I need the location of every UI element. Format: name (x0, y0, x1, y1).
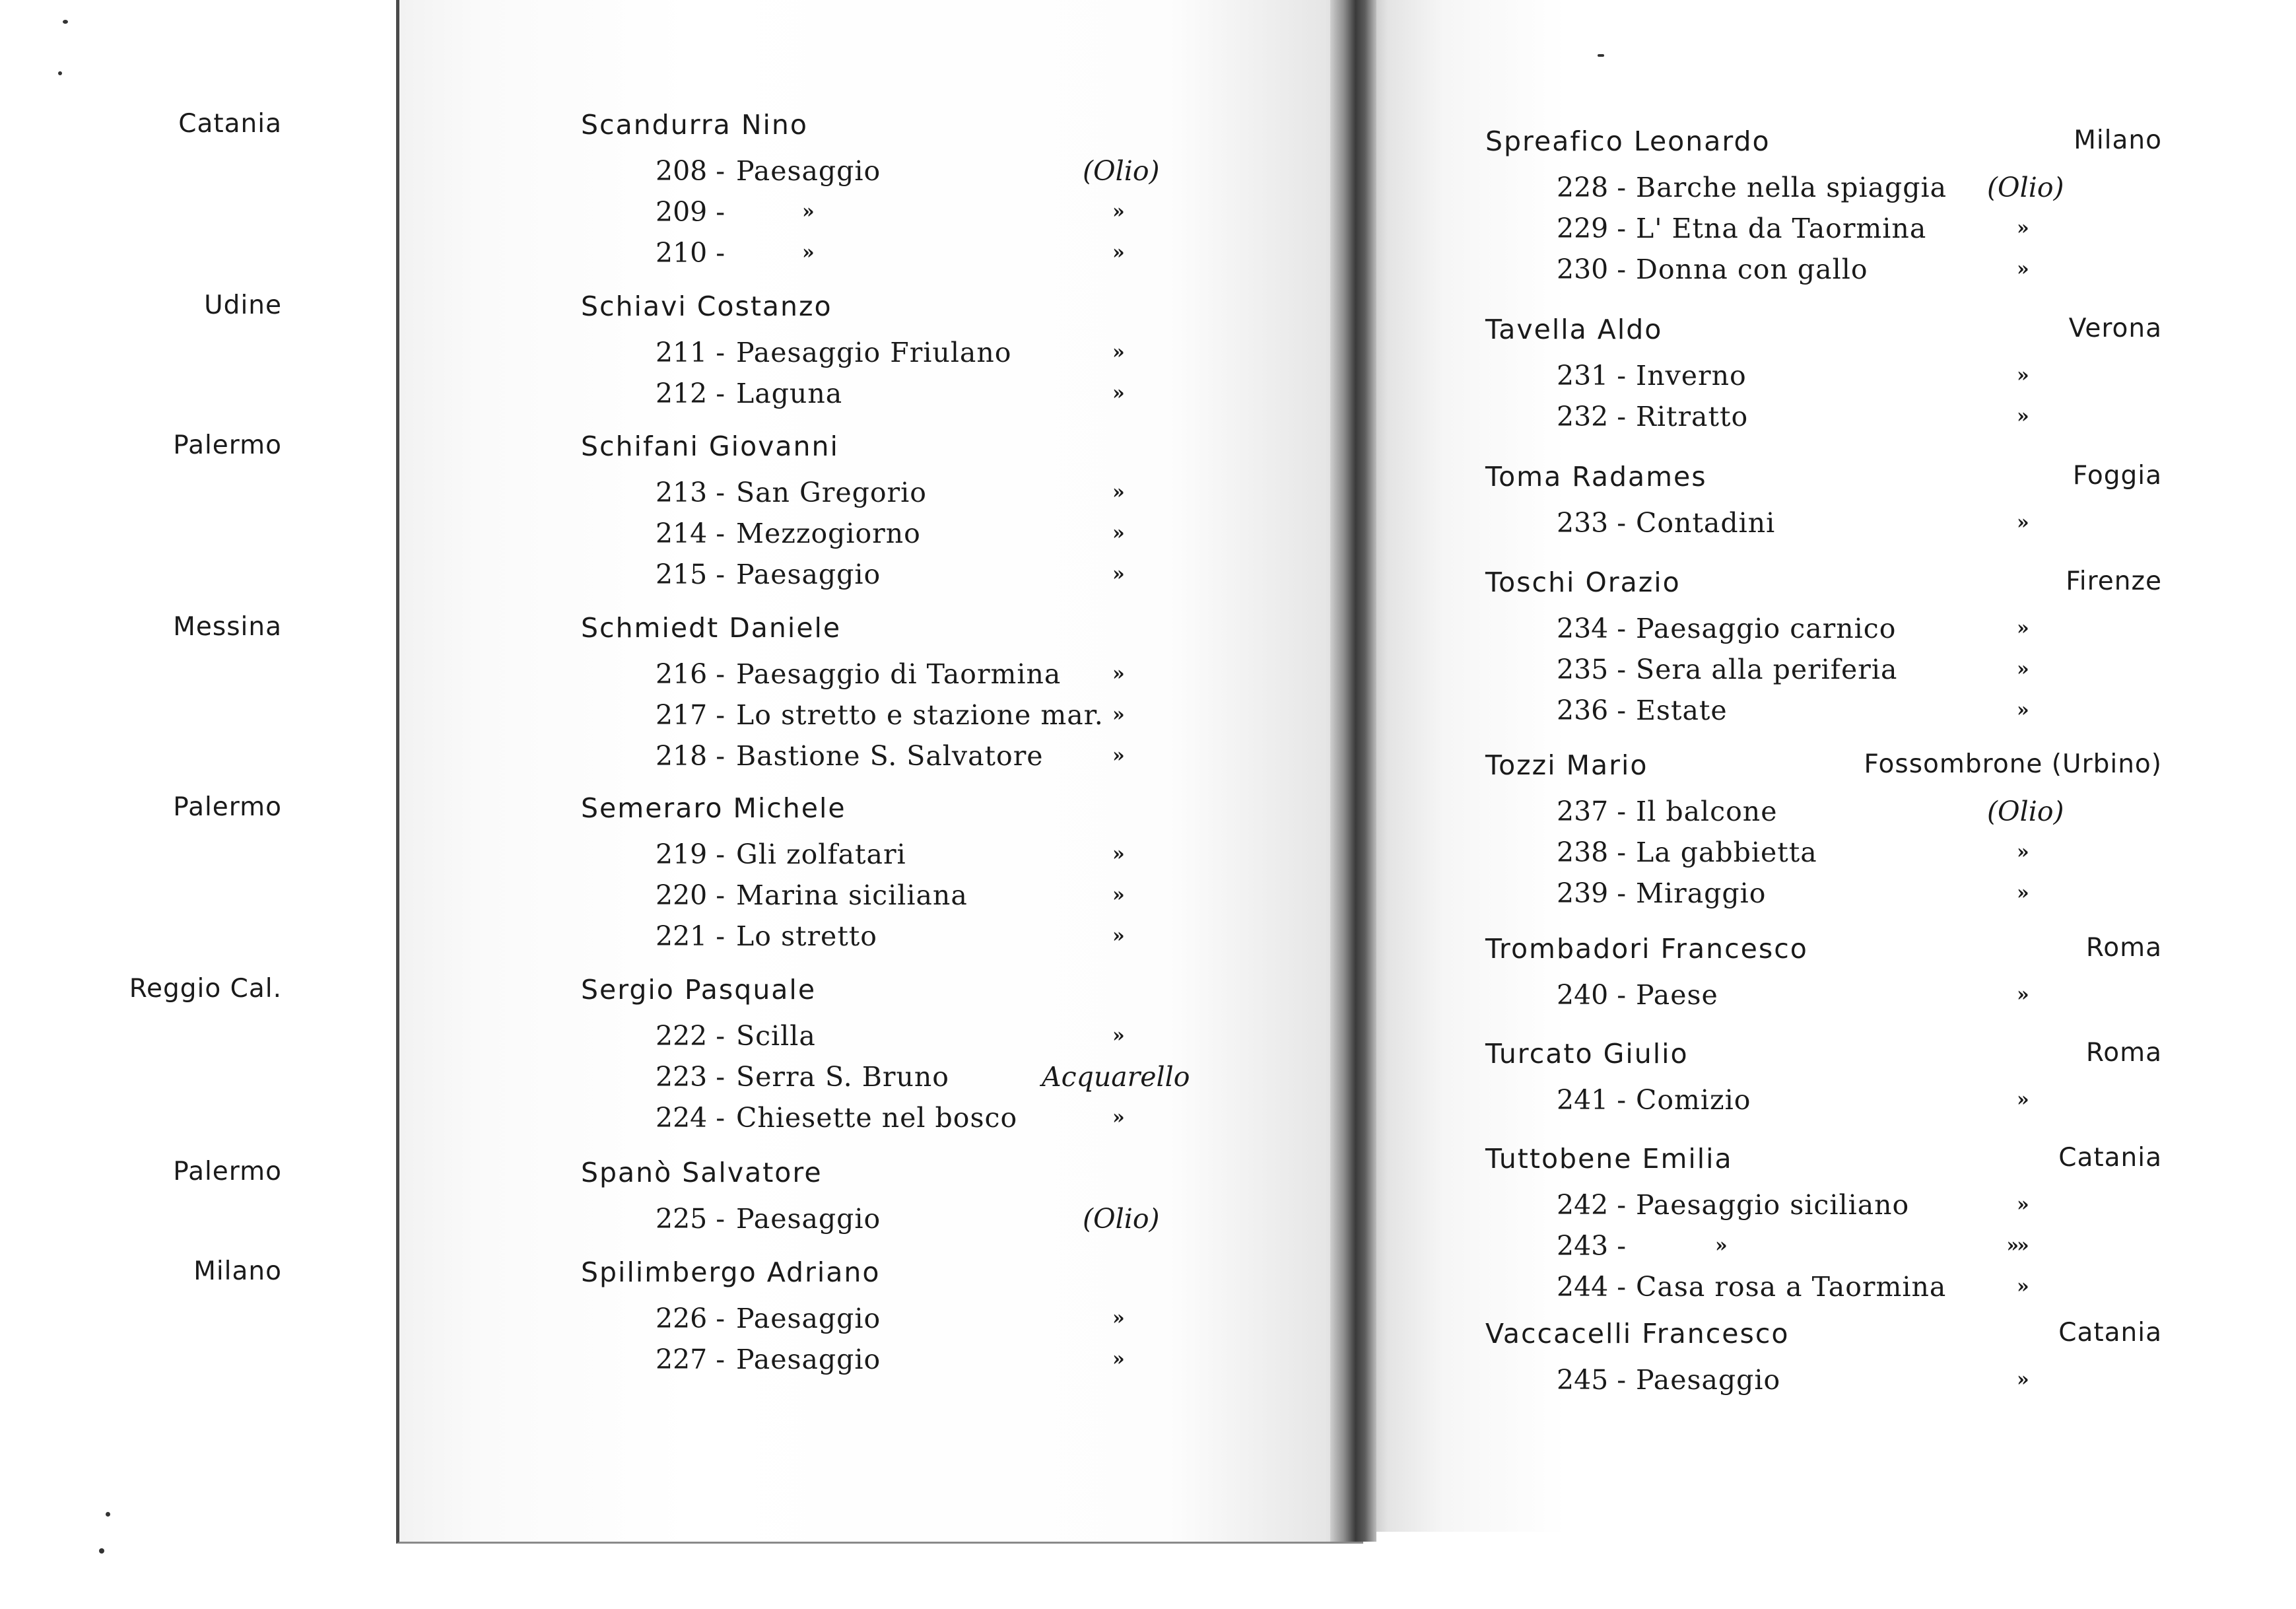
technique-ditto-mark: » (1112, 382, 1125, 405)
artist-name: Vaccacelli Francesco (1485, 1318, 1790, 1350)
technique-ditto-mark: » (2017, 257, 2029, 281)
artist-city: Milano (2074, 125, 2162, 155)
technique-ditto-mark: » (2017, 1234, 2029, 1257)
catalog-number: 241 - (1557, 1084, 1627, 1116)
artwork-title: Serra S. Bruno (736, 1061, 949, 1093)
artwork-title: Marina siciliana (736, 879, 968, 911)
technique-ditto-mark: » (1112, 1348, 1125, 1371)
technique-ditto-mark: » (2017, 405, 2029, 428)
catalog-number: 231 - (1557, 360, 1627, 392)
artwork-title: La gabbietta (1636, 837, 1817, 868)
artwork-technique: Acquarello (1042, 1061, 1190, 1093)
catalog-number: 222 - (656, 1020, 726, 1052)
catalog-number: 234 - (1557, 613, 1627, 644)
catalog-number: 236 - (1557, 695, 1627, 726)
catalog-number: 243 - (1557, 1230, 1627, 1262)
technique-ditto-mark: » (2017, 658, 2029, 681)
technique-ditto-mark: » (2017, 840, 2029, 864)
catalog-number: 209 - (656, 196, 726, 228)
catalog-number: 242 - (1557, 1189, 1627, 1221)
catalog-number: 226 - (656, 1303, 726, 1334)
catalog-number: 227 - (656, 1344, 726, 1375)
technique-ditto-mark: » (2017, 1193, 2029, 1216)
catalog-number: 228 - (1557, 172, 1627, 203)
artwork-technique: (Olio) (1987, 796, 2064, 827)
scan-speck (1598, 54, 1604, 57)
technique-ditto-mark: » (1112, 924, 1125, 947)
catalog-number: 232 - (1557, 401, 1627, 432)
catalog-number: 215 - (656, 559, 726, 590)
artwork-title: Gli zolfatari (736, 839, 906, 870)
artwork-title: Paesaggio Friulano (736, 337, 1012, 368)
catalog-number: 211 - (656, 337, 726, 368)
artist-name: Schiavi Costanzo (581, 291, 832, 322)
technique-ditto-mark: » (1112, 1106, 1125, 1129)
artwork-title: Inverno (1636, 360, 1747, 392)
artwork-title: Ritratto (1636, 401, 1749, 432)
technique-ditto-mark: » (1112, 662, 1125, 685)
scan-speck (99, 1548, 104, 1554)
technique-ditto-mark: » (2017, 511, 2029, 534)
catalog-number: 224 - (656, 1102, 726, 1134)
artist-name: Toma Radames (1485, 461, 1707, 493)
artist-name: Toschi Orazio (1485, 566, 1681, 598)
artwork-technique: (Olio) (1083, 1203, 1160, 1235)
ditto-mark: » » (1715, 1234, 2019, 1257)
catalog-number: 214 - (656, 518, 726, 549)
artwork-title: Paesaggio siciliano (1636, 1189, 1910, 1221)
artwork-title: Sera alla periferia (1636, 654, 1898, 685)
technique-ditto-mark: » (1112, 703, 1125, 726)
catalog-number: 240 - (1557, 979, 1627, 1011)
artwork-technique: (Olio) (1083, 155, 1160, 187)
technique-ditto-mark: » (2017, 1275, 2029, 1298)
artist-city: Verona (2068, 314, 2162, 343)
catalog-number: 245 - (1557, 1364, 1627, 1396)
technique-ditto-mark: » (1112, 341, 1125, 364)
book-gutter-shadow (1330, 0, 1376, 1542)
scan-speck (63, 20, 68, 24)
catalog-number: 210 - (656, 237, 726, 269)
artist-name: Tavella Aldo (1485, 314, 1663, 345)
catalog-number: 239 - (1557, 877, 1627, 909)
artist-name: Scandurra Nino (581, 109, 808, 141)
ditto-mark: » (802, 200, 815, 223)
technique-ditto-mark: » (2017, 617, 2029, 640)
artwork-title: Bastione S. Salvatore (736, 740, 1044, 772)
artist-name: Schmiedt Daniele (581, 612, 842, 644)
artwork-title: Paesaggio (736, 1303, 881, 1334)
artwork-title: Paese (1636, 979, 1718, 1011)
catalog-number: 212 - (656, 378, 726, 409)
artwork-title: Paesaggio di Taormina (736, 658, 1062, 690)
technique-ditto-mark: » (1112, 241, 1125, 264)
artist-city: Roma (2085, 933, 2162, 963)
technique-ditto-mark: » (1112, 842, 1125, 866)
catalog-number: 223 - (656, 1061, 726, 1093)
artwork-title: Paesaggio (736, 1203, 881, 1235)
artist-city: Udine (204, 291, 282, 320)
catalog-number: 235 - (1557, 654, 1627, 685)
artist-city: Catania (2058, 1143, 2162, 1173)
catalog-number: 233 - (1557, 507, 1627, 539)
artist-name: Sergio Pasquale (581, 974, 817, 1006)
technique-ditto-mark: » (2017, 1368, 2029, 1391)
artist-city: Reggio Cal. (129, 974, 282, 1004)
artwork-title: Donna con gallo (1636, 254, 1868, 285)
technique-ditto-mark: » (1112, 744, 1125, 767)
artist-city: Palermo (173, 430, 282, 460)
scan-speck (58, 71, 62, 75)
catalog-number: 229 - (1557, 213, 1627, 244)
artwork-title: Paesaggio (1636, 1364, 1781, 1396)
technique-ditto-mark: » (1112, 1307, 1125, 1330)
artwork-title: Scilla (736, 1020, 816, 1052)
artist-city: Palermo (173, 1157, 282, 1186)
technique-ditto-mark: » (1112, 522, 1125, 545)
technique-ditto-mark: » (2017, 983, 2029, 1006)
catalog-number: 238 - (1557, 837, 1627, 868)
artwork-title: Paesaggio (736, 559, 881, 590)
artwork-title: Comizio (1636, 1084, 1751, 1116)
artist-city: Catania (2058, 1318, 2162, 1348)
catalog-number: 216 - (656, 658, 726, 690)
artist-city: Catania (178, 109, 282, 139)
artwork-technique: (Olio) (1987, 172, 2064, 203)
artist-city: Fossombrone (Urbino) (1864, 749, 2162, 779)
technique-ditto-mark: » (2017, 217, 2029, 240)
catalog-number: 218 - (656, 740, 726, 772)
artist-name: Spanò Salvatore (581, 1157, 823, 1188)
catalog-number: 213 - (656, 477, 726, 508)
artist-city: Foggia (2072, 461, 2162, 491)
artist-city: Messina (173, 612, 282, 642)
artwork-title: Laguna (736, 378, 843, 409)
catalog-number: 244 - (1557, 1271, 1627, 1303)
artwork-title: Contadini (1636, 507, 1776, 539)
artist-name: Tozzi Mario (1485, 749, 1648, 781)
technique-ditto-mark: » (2017, 881, 2029, 905)
technique-ditto-mark: » (2017, 364, 2029, 387)
artwork-title: Paesaggio (736, 1344, 881, 1375)
artist-name: Turcato Giulio (1485, 1038, 1689, 1070)
artwork-title: Miraggio (1636, 877, 1767, 909)
catalog-number: 221 - (656, 920, 726, 952)
artwork-title: Paesaggio (736, 155, 881, 187)
artist-name: Schifani Giovanni (581, 430, 839, 462)
scan-speck (106, 1512, 110, 1517)
catalog-number: 230 - (1557, 254, 1627, 285)
artist-name: Trombadori Francesco (1485, 933, 1808, 965)
technique-ditto-mark: » (2017, 699, 2029, 722)
technique-ditto-mark: » (1112, 563, 1125, 586)
catalog-number: 217 - (656, 699, 726, 731)
artwork-title: Lo stretto e stazione mar. (736, 699, 1104, 731)
artist-name: Spilimbergo Adriano (581, 1256, 881, 1288)
technique-ditto-mark: » (1112, 1024, 1125, 1047)
artist-city: Roma (2085, 1038, 2162, 1068)
artwork-title: Estate (1636, 695, 1728, 726)
catalog-number: 208 - (656, 155, 726, 187)
artwork-title: Il balcone (1636, 796, 1778, 827)
artwork-title: Barche nella spiaggia (1636, 172, 1947, 203)
artwork-title: San Gregorio (736, 477, 927, 508)
artwork-title: L' Etna da Taormina (1636, 213, 1927, 244)
technique-ditto-mark: » (1112, 883, 1125, 907)
artist-city: Palermo (173, 792, 282, 822)
artist-city: Milano (193, 1256, 282, 1286)
catalog-number: 220 - (656, 879, 726, 911)
artwork-title: Chiesette nel bosco (736, 1102, 1018, 1134)
technique-ditto-mark: » (1112, 481, 1125, 504)
catalog-number: 219 - (656, 839, 726, 870)
catalog-number: 225 - (656, 1203, 726, 1235)
artwork-title: Mezzogiorno (736, 518, 921, 549)
artist-name: Spreafico Leonardo (1485, 125, 1771, 157)
artwork-title: Casa rosa a Taormina (1636, 1271, 1947, 1303)
technique-ditto-mark: » (2017, 1088, 2029, 1111)
technique-ditto-mark: » (1112, 200, 1125, 223)
artwork-title: Paesaggio carnico (1636, 613, 1897, 644)
ditto-mark: » (802, 241, 815, 264)
artwork-title: Lo stretto (736, 920, 877, 952)
catalog-number: 237 - (1557, 796, 1627, 827)
artist-name: Semeraro Michele (581, 792, 846, 824)
artist-city: Firenze (2066, 566, 2162, 596)
artist-name: Tuttobene Emilia (1485, 1143, 1733, 1175)
